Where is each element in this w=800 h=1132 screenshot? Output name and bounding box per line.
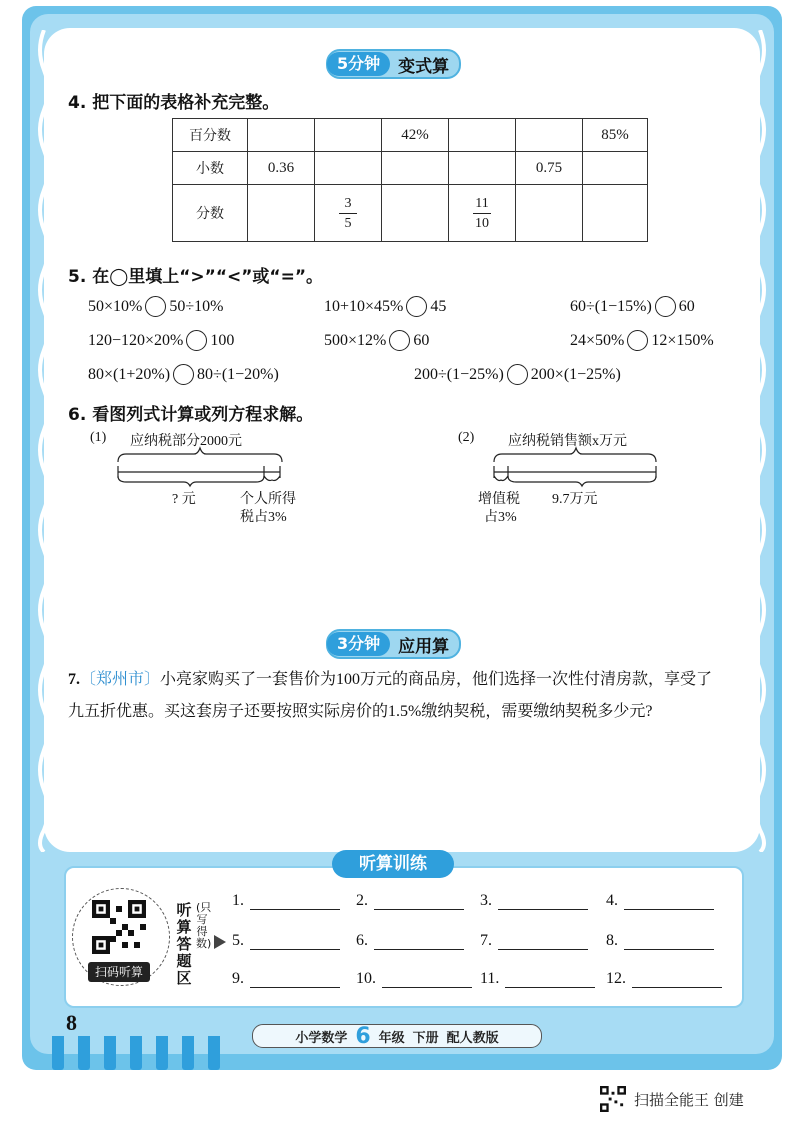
- answer-line[interactable]: [250, 893, 340, 910]
- answer-line[interactable]: [250, 933, 340, 950]
- comparison-item: [324, 330, 429, 351]
- fraction: [473, 196, 491, 232]
- grade-label: 年级: [378, 1030, 405, 1046]
- left-expression: 500×12%: [324, 331, 387, 349]
- page-number: 8: [66, 1010, 77, 1035]
- tab-marker: [52, 1036, 64, 1070]
- table-cell[interactable]: [248, 119, 315, 152]
- answer-circle[interactable]: [145, 296, 166, 317]
- tab-marker: [208, 1036, 220, 1070]
- diagram-2-segment: [490, 446, 662, 488]
- answer-line[interactable]: [374, 933, 464, 950]
- answer-slot: [356, 970, 472, 988]
- section-header-variant: [326, 50, 461, 78]
- section-time: 5分钟: [327, 52, 390, 76]
- table-cell: 0.36: [248, 152, 315, 185]
- table-cell[interactable]: [248, 185, 315, 242]
- scan-to-listen-button[interactable]: 扫码听算: [88, 962, 150, 982]
- answer-line[interactable]: [498, 933, 588, 950]
- answer-circle[interactable]: [627, 330, 648, 351]
- diagram-2-label: (2): [458, 430, 475, 445]
- numerator: 11: [475, 195, 489, 211]
- comparison-item: [414, 364, 621, 385]
- answer-number: 6.: [356, 932, 368, 949]
- section-title: 应用算: [398, 636, 450, 657]
- table-cell[interactable]: [315, 152, 382, 185]
- section-pill: [326, 49, 461, 79]
- answer-slot: [232, 932, 340, 950]
- wave-border-right: [752, 30, 768, 852]
- diagram-2-top-text: 应纳税销售额x万元: [508, 434, 627, 449]
- answer-number: 4.: [606, 892, 618, 909]
- answer-slot: [480, 970, 595, 988]
- row-header: 百分数: [173, 119, 248, 152]
- left-expression: 60÷(1−15%): [570, 297, 652, 315]
- listening-title: 听算训练: [332, 850, 454, 878]
- answer-number: 7.: [480, 932, 492, 949]
- book-info-bar: [252, 1024, 542, 1048]
- table-row: [173, 119, 648, 152]
- answer-number: 11.: [480, 970, 500, 987]
- q7-problem: [68, 664, 728, 728]
- comparison-item: [88, 364, 279, 385]
- table-cell[interactable]: [315, 119, 382, 152]
- left-expression: 10+10×45%: [324, 297, 404, 315]
- answer-line[interactable]: [374, 893, 464, 910]
- answer-number: 1.: [232, 892, 244, 909]
- denominator: 5: [344, 216, 352, 231]
- answer-number: 3.: [480, 892, 492, 909]
- answer-line[interactable]: [498, 893, 588, 910]
- answer-number: 10.: [356, 970, 376, 987]
- answer-circle[interactable]: [173, 364, 194, 385]
- q4-title: 4. 把下面的表格补充完整。: [68, 93, 280, 113]
- table-cell[interactable]: [516, 185, 583, 242]
- watermark-qr-icon: [600, 1086, 626, 1112]
- section-title: 变式算: [398, 56, 450, 77]
- row-header: 分数: [173, 185, 248, 242]
- right-expression: 60: [413, 331, 430, 349]
- play-arrow-icon[interactable]: [214, 935, 226, 949]
- row-header: 小数: [173, 152, 248, 185]
- table-cell[interactable]: [583, 185, 648, 242]
- answer-slot: [356, 932, 464, 950]
- diagram-1-segment: [114, 446, 286, 488]
- table-cell[interactable]: [382, 185, 449, 242]
- diagram-1-tax-label-1: 个人所得: [240, 492, 296, 507]
- answer-number: 12.: [606, 970, 626, 987]
- answer-circle[interactable]: [389, 330, 410, 351]
- table-cell: [315, 185, 382, 242]
- answer-slot: [606, 932, 714, 950]
- right-expression: 50÷10%: [169, 297, 224, 315]
- left-expression: 80×(1+20%): [88, 365, 171, 383]
- answer-line[interactable]: [382, 971, 472, 988]
- comparison-item: [570, 296, 695, 317]
- denominator: 10: [475, 216, 489, 231]
- tab-marker: [78, 1036, 90, 1070]
- right-expression: 200×(1−25%): [530, 365, 621, 383]
- fraction-bar: [473, 213, 491, 214]
- answer-slot: [232, 970, 340, 988]
- table-cell[interactable]: [449, 152, 516, 185]
- q7-region-tag: 〔郑州市〕: [80, 671, 161, 688]
- table-cell: 85%: [583, 119, 648, 152]
- comparison-item: [88, 296, 223, 317]
- tab-marker: [156, 1036, 168, 1070]
- tab-marker: [104, 1036, 116, 1070]
- answer-number: 2.: [356, 892, 368, 909]
- section-header-application: [326, 630, 461, 658]
- left-expression: 120−120×20%: [88, 331, 184, 349]
- answer-slot: [480, 932, 588, 950]
- answer-line[interactable]: [505, 971, 595, 988]
- qr-code-icon[interactable]: [92, 900, 146, 954]
- answer-line[interactable]: [624, 893, 714, 910]
- right-expression: 100: [210, 331, 235, 349]
- edition-label: 配人教版: [446, 1030, 499, 1046]
- q7-text: 小亮家购买了一套售价为100万元的商品房，他们选择一次性付清房款，享受了九五折优惠。买这套房子还要按照实际房价的1.5%缴纳契税，需要缴纳契税多少元?: [68, 671, 713, 720]
- diagram-1-label: (1): [90, 430, 107, 445]
- left-expression: 200÷(1−25%): [414, 365, 504, 383]
- right-expression: 12×150%: [651, 331, 714, 349]
- table-cell[interactable]: [583, 152, 648, 185]
- listening-note: (只写得数): [196, 901, 212, 950]
- right-expression: 45: [430, 297, 447, 315]
- diagram-2-vat-label-1: 增值税: [478, 492, 520, 507]
- table-cell: 0.75: [516, 152, 583, 185]
- q5-title: 5. 在◯里填上“>”“<”或“=”。: [68, 267, 323, 287]
- grade-number: 6: [355, 1023, 371, 1049]
- q6-title: 6. 看图列式计算或列方程求解。: [68, 405, 314, 425]
- fraction-bar: [339, 213, 357, 214]
- answer-circle[interactable]: [186, 330, 207, 351]
- left-expression: 50×10%: [88, 297, 143, 315]
- tab-marker: [130, 1036, 142, 1070]
- answer-circle[interactable]: [406, 296, 427, 317]
- answer-line[interactable]: [624, 933, 714, 950]
- answer-circle[interactable]: [655, 296, 676, 317]
- subject-label: 小学数学: [295, 1030, 348, 1046]
- section-time: 3分钟: [327, 632, 390, 656]
- answer-circle[interactable]: [507, 364, 528, 385]
- diagram-1-tax-label-2: 税占3%: [240, 510, 287, 525]
- answer-number: 8.: [606, 932, 618, 949]
- listening-side-label: 听算答题区: [176, 901, 192, 987]
- watermark-text: 扫描全能王 创建: [634, 1090, 744, 1109]
- tab-marker: [182, 1036, 194, 1070]
- answer-line[interactable]: [632, 971, 722, 988]
- right-expression: 80÷(1−20%): [197, 365, 279, 383]
- conversion-table: [172, 118, 648, 242]
- diagram-1-unknown: ? 元: [172, 492, 196, 507]
- answer-slot: [356, 892, 464, 910]
- answer-number: 9.: [232, 970, 244, 987]
- answer-slot: [232, 892, 340, 910]
- answer-line[interactable]: [250, 971, 340, 988]
- diagram-2-remaining: 9.7万元: [552, 492, 598, 507]
- numerator: 3: [344, 195, 352, 211]
- comparison-item: [570, 330, 714, 351]
- table-cell: 42%: [382, 119, 449, 152]
- page-tabs: [52, 1036, 220, 1070]
- q7-number: 7.: [68, 671, 80, 688]
- right-expression: 60: [678, 297, 695, 315]
- left-expression: 24×50%: [570, 331, 625, 349]
- diagram-1-top-text: 应纳税部分2000元: [130, 434, 242, 449]
- wave-border-left: [36, 30, 52, 852]
- answer-slot: [606, 970, 722, 988]
- comparison-item: [324, 296, 446, 317]
- table-cell[interactable]: [449, 119, 516, 152]
- table-cell: [449, 185, 516, 242]
- table-row: [173, 185, 648, 242]
- answer-number: 5.: [232, 932, 244, 949]
- table-cell[interactable]: [382, 152, 449, 185]
- answer-slot: [480, 892, 588, 910]
- comparison-item: [88, 330, 234, 351]
- answer-slot: [606, 892, 714, 910]
- diagram-2-vat-label-2: 占3%: [484, 510, 517, 525]
- volume-label: 下册: [412, 1030, 439, 1046]
- section-pill: [326, 629, 461, 659]
- table-cell[interactable]: [516, 119, 583, 152]
- table-row: [173, 152, 648, 185]
- fraction: [339, 196, 357, 232]
- scanner-watermark: [600, 1086, 744, 1112]
